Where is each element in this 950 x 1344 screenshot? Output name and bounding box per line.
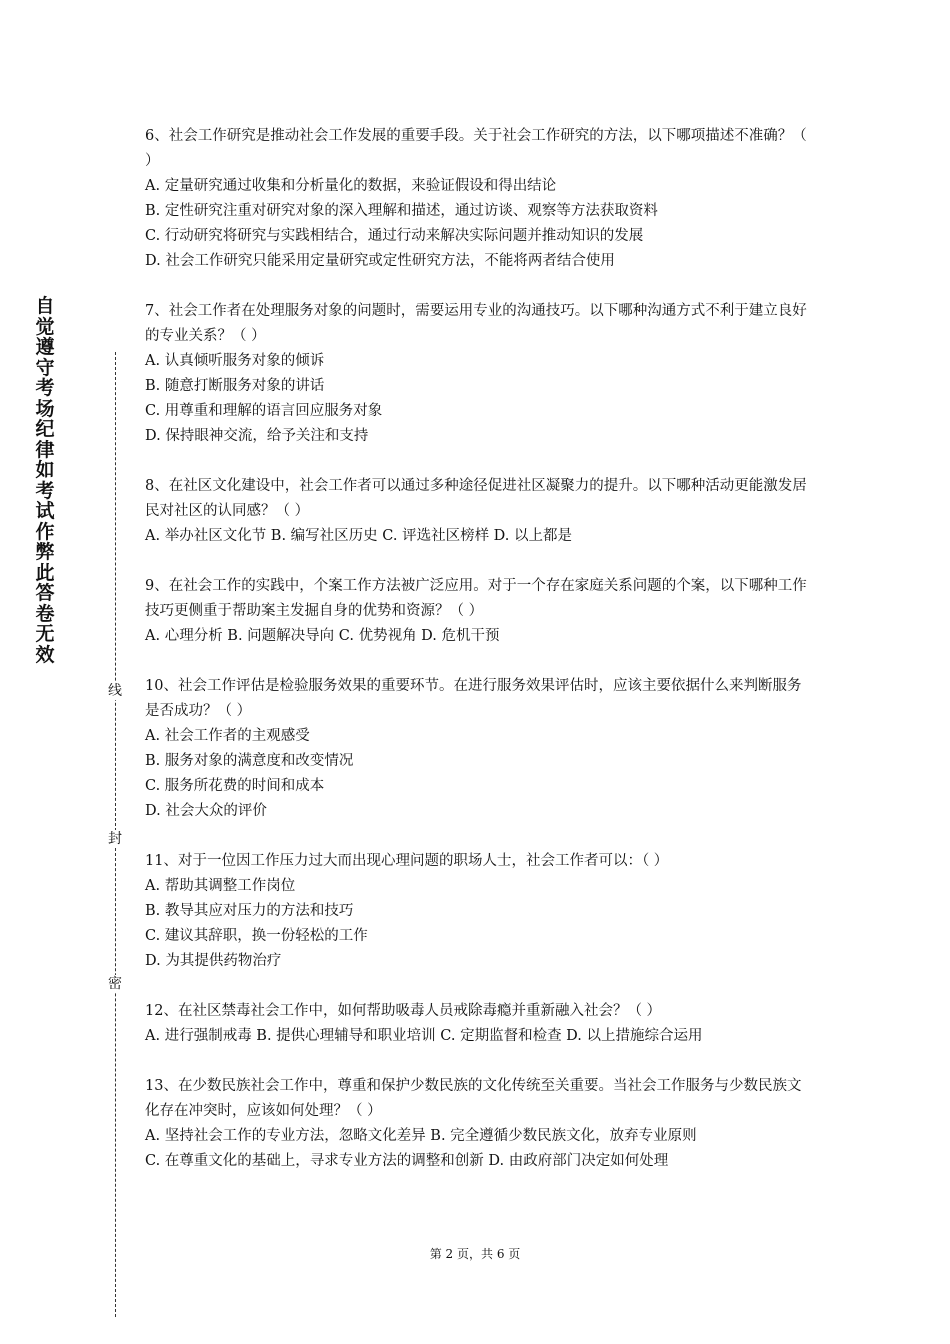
question-list <box>145 124 810 1199</box>
option-a: A. 定量研究通过收集和分析量化的数据，来验证假设和得出结论 <box>145 178 557 194</box>
option-c: C. 服务所花费的时间和成本 <box>145 778 325 794</box>
option-line: A. 举办社区文化节 B. 编写社区历史 C. 评选社区榜样 D. 以上都是 <box>145 528 573 544</box>
question-8 <box>145 474 810 549</box>
option-line: A. 心理分析 B. 问题解决导向 C. 优势视角 D. 危机干预 <box>145 628 500 644</box>
page-footer: 第 2 页，共 6 页 <box>429 1247 521 1261</box>
option-b: B. 教导其应对压力的方法和技巧 <box>145 903 354 919</box>
option-b: B. 随意打断服务对象的讲话 <box>145 378 325 394</box>
question-stem: 11、对于一位因工作压力过大而出现心理问题的职场人士，社会工作者可以：（ ） <box>145 853 669 869</box>
question-12 <box>145 999 810 1049</box>
question-stem: 9、在社会工作的实践中，个案工作方法被广泛应用。对于一个存在家庭关系问题的个案，以下哪种工作技巧更侧重于帮助案主发掘自身的优势和资源？（ ） <box>145 578 807 619</box>
option-c: C. 建议其辞职，换一份轻松的工作 <box>145 928 368 944</box>
question-10 <box>145 674 810 824</box>
option-b: B. 定性研究注重对研究对象的深入理解和描述，通过访谈、观察等方法获取资料 <box>145 203 658 219</box>
option-line: A. 进行强制戒毒 B. 提供心理辅导和职业培训 C. 定期监督和检查 D. 以上措施综合运用 <box>145 1028 703 1044</box>
question-stem: 6、社会工作研究是推动社会工作发展的重要手段。关于社会工作研究的方法，以下哪项描述不准确？（ ） <box>145 128 807 169</box>
question-11 <box>145 849 810 974</box>
option-d: D. 保持眼神交流，给予关注和支持 <box>145 428 369 444</box>
exam-discipline-notice: 自觉遵守考场纪律如考试作弊此答卷无效 <box>35 295 55 666</box>
option-d: D. 为其提供药物治疗 <box>145 953 282 969</box>
question-6 <box>145 124 810 274</box>
question-stem: 13、在少数民族社会工作中，尊重和保护少数民族的文化传统至关重要。当社会工作服务与少数民族文化存在冲突时，应该如何处理？（ ） <box>145 1078 802 1119</box>
question-7 <box>145 299 810 449</box>
question-13 <box>145 1074 810 1174</box>
option-a: A. 帮助其调整工作岗位 <box>145 878 296 894</box>
option-c: C. 行动研究将研究与实践相结合，通过行动来解决实际问题并推动知识的发展 <box>145 228 644 244</box>
seal-label-seal: 封 <box>108 831 122 847</box>
option-c: C. 用尊重和理解的语言回应服务对象 <box>145 403 383 419</box>
question-9 <box>145 574 810 649</box>
option-b: B. 服务对象的满意度和改变情况 <box>145 753 354 769</box>
seal-label-line: 线 <box>108 683 122 699</box>
seal-label-secret: 密 <box>108 976 122 992</box>
option-line: C. 在尊重文化的基础上，寻求专业方法的调整和创新 D. 由政府部门决定如何处理 <box>145 1153 669 1169</box>
question-stem: 10、社会工作评估是检验服务效果的重要环节。在进行服务效果评估时，应该主要依据什么来判断服务是否成功？（ ） <box>145 678 802 719</box>
question-stem: 8、在社区文化建设中，社会工作者可以通过多种途径促进社区凝聚力的提升。以下哪种活动更能激发居民对社区的认同感？（ ） <box>145 478 807 519</box>
option-a: A. 认真倾听服务对象的倾诉 <box>145 353 325 369</box>
question-stem: 7、社会工作者在处理服务对象的问题时，需要运用专业的沟通技巧。以下哪种沟通方式不利于建立良好的专业关系？（ ） <box>145 303 807 344</box>
option-d: D. 社会工作研究只能采用定量研究或定性研究方法，不能将两者结合使用 <box>145 253 615 269</box>
question-stem: 12、在社区禁毒社会工作中，如何帮助吸毒人员戒除毒瘾并重新融入社会？（ ） <box>145 1003 662 1019</box>
option-a: A. 社会工作者的主观感受 <box>145 728 310 744</box>
option-d: D. 社会大众的评价 <box>145 803 267 819</box>
option-line: A. 坚持社会工作的专业方法，忽略文化差异 B. 完全遵循少数民族文化，放弃专业原则 <box>145 1128 697 1144</box>
